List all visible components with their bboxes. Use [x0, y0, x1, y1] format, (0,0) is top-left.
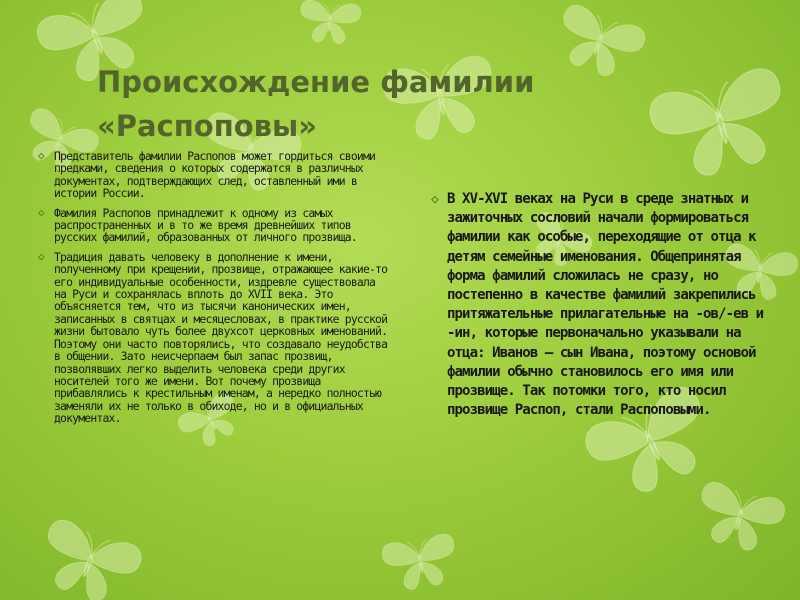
slide-title-line1: Происхождение фамилии [97, 65, 535, 99]
right-text-column [431, 190, 781, 420]
hollow-diamond-icon: ◇ [38, 205, 44, 219]
left-paragraph [38, 150, 390, 200]
hollow-diamond-icon: ◇ [38, 249, 44, 263]
right-paragraph-text: В XV-XVI веках на Руси в среде знатных и зажиточных сословий начали формироваться фамилии как особые, переходящие от отца к детям семейные именования. Общепринятая форма фамилий сложилась не сразу, но постепенно в качестве фамилий закрепились притяжательные прилагательные на -ов/-ев и -ин, которые первоначально указывали на отца: Иванов – сын Ивана, поэтому основой фамилии обычно становилось его имя или прозвище. Так потомки того, кто носил прозвище Распоп, стали Распоповыми. [447, 191, 764, 419]
slide-title [97, 60, 697, 148]
left-text-column [38, 150, 390, 432]
hollow-diamond-icon: ◇ [431, 192, 438, 207]
right-paragraph [431, 190, 781, 420]
hollow-diamond-icon: ◇ [38, 149, 44, 162]
left-paragraph-text: Фамилия Распопов принадлежит к одному из самых распространенных и в то же время древнейших типов русских фамилий, образованных от личного прозвища. [54, 205, 357, 245]
left-paragraph-text: Представитель фамилии Распопов может гордиться своими предками, сведения о которых содержатся в различных документах, подтверждающих след, оставленный ими в истории России. [54, 149, 376, 201]
slide-title-line2: «Распоповы» [97, 109, 317, 143]
left-paragraph [38, 207, 390, 244]
left-paragraph [38, 251, 390, 425]
left-paragraph-text: Традиция давать человеку в дополнение к имени, полученному при крещении, прозвище, отражающее какие-то его индивидуальные особенности, издревле существовала на Руси и сохранялась вплоть до XVII века. Это объясняется тем, что из тысячи канонических имен, записанных в святцах и месяцесловах, в практике русской жизни бытовало чуть более двухсот церковных именований. Поэтому они часто повторялись, что создавало неудобства в общении. Зато неисчерпаем был запас прозвищ, позволявших легко выделить человека среди других носителей того же имени. Вот почему прозвища прибавлялись к крестильным именам, а нередко полностью заменяли их не только в обиходе, но и в официальных документах. [54, 249, 388, 426]
